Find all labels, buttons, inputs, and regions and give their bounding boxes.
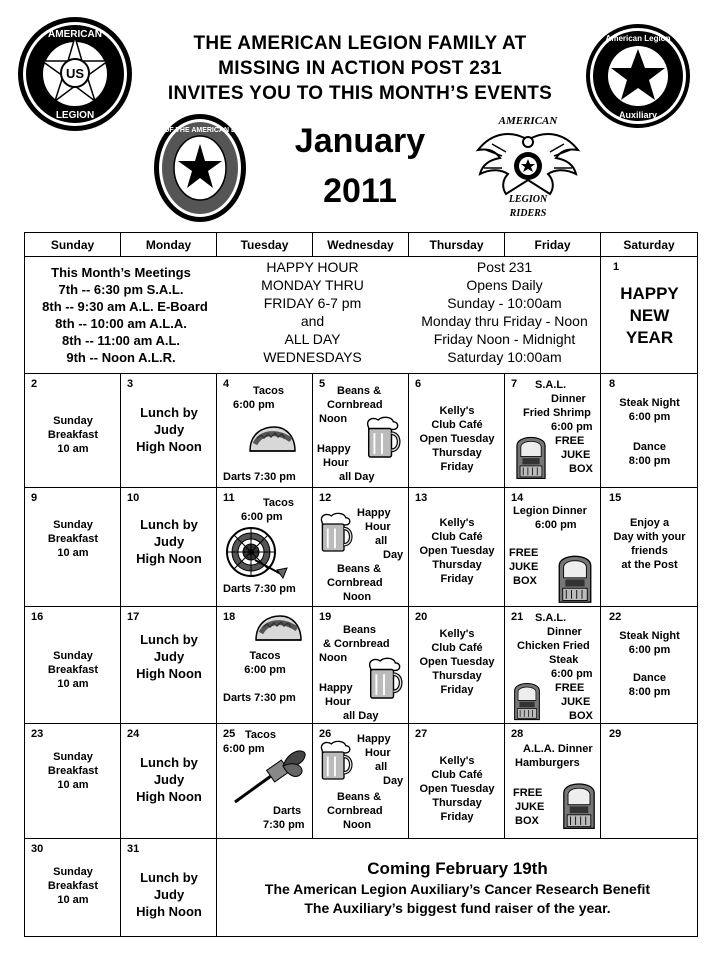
event-line: Day: [383, 775, 404, 787]
day-cell-27: [409, 724, 505, 839]
lunch-line: Lunch by: [140, 755, 198, 770]
jukebox-icon: [555, 548, 595, 604]
tacos-time: 6:00 pm: [241, 511, 283, 523]
event-line: Beans: [343, 624, 377, 636]
event-line: 6:00 pm: [551, 421, 593, 433]
weekday-saturday: Saturday: [601, 233, 698, 257]
riders-bottom-text-2: RIDERS: [509, 208, 547, 219]
day-number: 30: [31, 843, 44, 855]
day-number: 4: [223, 378, 230, 390]
beer-mug-icon: [317, 740, 353, 782]
meetings-cell: [25, 257, 217, 374]
day-cell-11: [217, 488, 313, 607]
breakfast-line: Sunday: [53, 650, 93, 662]
event-line: Day: [383, 549, 404, 561]
kellys-line: Open Tuesday: [419, 433, 495, 445]
event-line: Steak: [549, 654, 579, 666]
breakfast-line: 10 am: [57, 779, 89, 791]
breakfast-line: Breakfast: [47, 765, 99, 777]
event-line: Chicken Fried: [517, 640, 590, 652]
kellys-line: Friday: [440, 811, 474, 823]
day-number: 12: [319, 492, 332, 504]
day-number: 31: [127, 843, 140, 855]
day-cell-14: [505, 488, 601, 607]
event-line: A.L.A. Dinner: [523, 743, 593, 755]
jukebox-icon: [511, 430, 551, 480]
day-cell-20: [409, 607, 505, 724]
event-line: 6:00 pm: [551, 668, 593, 680]
breakfast-line: 10 am: [57, 443, 89, 455]
event-line: Hour: [323, 457, 349, 469]
weekday-friday: Friday: [505, 233, 601, 257]
new-year-line: NEW: [629, 306, 670, 325]
riders-bottom-text-1: LEGION: [508, 194, 548, 205]
dartboard-icon: [225, 526, 289, 582]
legion-center-text: US: [65, 66, 85, 81]
day-number: 25: [223, 728, 236, 740]
day-number: 28: [511, 728, 524, 740]
kellys-line: Friday: [440, 684, 474, 696]
day-number: 29: [609, 728, 622, 740]
event-line: Fried Shrimp: [523, 407, 591, 419]
day-number: 16: [31, 611, 44, 623]
lunch-line: Judy: [153, 534, 185, 549]
lunch-line: High Noon: [136, 904, 202, 919]
post-hours-line: Saturday 10:00am: [447, 349, 562, 365]
day-number: 18: [223, 611, 236, 623]
event-line: Hour: [365, 521, 391, 533]
american-legion-emblem: [16, 15, 134, 133]
day-cell-16: [25, 607, 121, 724]
event-line: Hamburgers: [515, 757, 580, 769]
day-cell-30: [25, 839, 121, 937]
day-cell-2: [25, 374, 121, 488]
breakfast-line: Breakfast: [47, 664, 99, 676]
event-line: 8:00 pm: [628, 686, 671, 698]
weekday-tuesday: Tuesday: [217, 233, 313, 257]
free-line: JUKE: [561, 696, 591, 708]
event-line: S.A.L.: [535, 612, 567, 624]
lunch-line: Lunch by: [140, 405, 198, 420]
tacos-time: 6:00 pm: [233, 399, 275, 411]
dart-icon: [231, 746, 307, 806]
day-cell-22: [601, 607, 698, 724]
event-line: Legion Dinner: [513, 505, 587, 517]
free-line: JUKE: [509, 561, 539, 573]
taco-icon: [253, 613, 303, 643]
day-cell-1: [601, 257, 698, 374]
auxiliary-bottom-text: Auxiliary: [618, 110, 658, 120]
event-line: all: [375, 535, 388, 547]
event-line: Dance: [632, 441, 667, 453]
darts-time: Darts 7:30 pm: [223, 471, 296, 483]
auxiliary-ring-text: American Legion: [605, 34, 671, 43]
day-cell-12: [313, 488, 409, 607]
kellys-line: Club Café: [431, 419, 483, 431]
event-line: Noon: [319, 652, 348, 664]
day-cell-13: [409, 488, 505, 607]
event-line: Noon: [319, 413, 348, 425]
riders-top-text: AMERICAN: [498, 115, 558, 127]
taco-icon: [247, 424, 297, 454]
event-line: all Day: [343, 710, 379, 722]
day-number: 15: [609, 492, 622, 504]
kellys-line: Kelly's: [439, 755, 475, 767]
beer-mug-icon: [317, 512, 353, 554]
event-line: Beans &: [337, 791, 382, 803]
day-cell-8: [601, 374, 698, 488]
post-hours-line: Opens Daily: [466, 277, 543, 293]
lunch-line: High Noon: [136, 789, 202, 804]
legion-riders-emblem: [472, 110, 584, 222]
kellys-line: Thursday: [432, 797, 482, 809]
event-line: 6:00 pm: [628, 411, 671, 423]
day-number: 10: [127, 492, 140, 504]
event-line: 8:00 pm: [628, 455, 671, 467]
meeting-line: 8th -- 9:30 am A.L. E-Board: [42, 299, 208, 314]
darts-time: Darts 7:30 pm: [223, 583, 296, 595]
event-line: Cornbread: [327, 399, 383, 411]
event-line: 6:00 pm: [628, 644, 671, 656]
legion-top-text: AMERICAN: [48, 29, 102, 40]
coming-soon-cell: [217, 839, 698, 937]
happy-hour-line: MONDAY THRU: [261, 277, 364, 293]
day-number: 17: [127, 611, 140, 623]
lunch-line: Judy: [153, 649, 185, 664]
legion-bottom-text: LEGION: [55, 110, 95, 121]
year-title: 2011: [323, 172, 397, 210]
coming-title: Coming February 19th: [367, 859, 548, 878]
header-line-3: INVITES YOU TO THIS MONTH’S EVENTS: [167, 83, 553, 104]
tacos-label: Tacos: [253, 385, 284, 397]
meeting-line: 9th -- Noon A.L.R.: [66, 350, 176, 365]
event-line: Happy: [357, 733, 391, 745]
free-line: BOX: [569, 463, 593, 475]
darts-time: Darts 7:30 pm: [223, 692, 296, 704]
auxiliary-emblem: [584, 22, 692, 130]
calendar-table: [24, 232, 698, 937]
header-line-1: THE AMERICAN LEGION FAMILY AT: [193, 33, 527, 54]
happy-hour-cell: [217, 257, 409, 374]
kellys-line: Kelly's: [439, 628, 475, 640]
event-line: 6:00 pm: [223, 743, 265, 755]
day-cell-21: [505, 607, 601, 724]
day-cell-3: [121, 374, 217, 488]
kellys-line: Thursday: [432, 447, 482, 459]
day-cell-29: [601, 724, 698, 839]
event-line: Day with your: [613, 531, 686, 543]
free-line: FREE: [509, 547, 539, 559]
day-number: 7: [511, 378, 518, 390]
new-year-line: YEAR: [625, 328, 674, 347]
day-number: 1: [613, 261, 620, 273]
jukebox-icon: [559, 776, 599, 830]
day-cell-31: [121, 839, 217, 937]
day-cell-19: [313, 607, 409, 724]
day-cell-6: [409, 374, 505, 488]
free-line: FREE: [513, 787, 543, 799]
kellys-line: Club Café: [431, 531, 483, 543]
event-line: 6:00 pm: [535, 519, 577, 531]
post-hours-line: Monday thru Friday - Noon: [421, 313, 588, 329]
kellys-line: Thursday: [432, 670, 482, 682]
beer-mug-icon: [363, 416, 401, 460]
lunch-line: High Noon: [136, 666, 202, 681]
day-number: 23: [31, 728, 44, 740]
kellys-line: Club Café: [431, 642, 483, 654]
lunch-line: Judy: [153, 772, 185, 787]
free-line: BOX: [513, 575, 537, 587]
free-line: BOX: [515, 815, 539, 827]
lunch-line: Lunch by: [140, 870, 198, 885]
happy-hour-line: HAPPY HOUR: [266, 259, 359, 275]
kellys-line: Friday: [440, 573, 474, 585]
post-hours-line: Post 231: [476, 259, 533, 275]
event-line: Beans &: [337, 563, 382, 575]
day-number: 11: [223, 492, 235, 504]
lunch-line: High Noon: [136, 439, 202, 454]
beer-mug-icon: [365, 657, 403, 701]
kellys-line: Club Café: [431, 769, 483, 781]
free-line: FREE: [555, 435, 585, 447]
free-line: JUKE: [561, 449, 591, 461]
kellys-line: Kelly's: [439, 517, 475, 529]
post-hours-line: Sunday - 10:00am: [447, 295, 562, 311]
event-line: Cornbread: [327, 577, 383, 589]
weekday-wednesday: Wednesday: [313, 233, 409, 257]
day-number: 22: [609, 611, 622, 623]
day-cell-18: [217, 607, 313, 724]
day-cell-24: [121, 724, 217, 839]
breakfast-line: Sunday: [53, 751, 93, 763]
day-number: 24: [127, 728, 140, 740]
day-number: 6: [415, 378, 422, 390]
weekday-sunday: Sunday: [25, 233, 121, 257]
kellys-line: Open Tuesday: [419, 656, 495, 668]
event-line: all Day: [339, 471, 375, 483]
day-number: 20: [415, 611, 428, 623]
breakfast-line: 10 am: [57, 678, 89, 690]
lunch-line: Judy: [153, 887, 185, 902]
weekday-monday: Monday: [121, 233, 217, 257]
breakfast-line: Breakfast: [47, 880, 99, 892]
day-number: 2: [31, 378, 38, 390]
day-cell-4: [217, 374, 313, 488]
breakfast-line: Sunday: [53, 415, 93, 427]
day-number: 3: [127, 378, 134, 390]
post-hours-cell: [409, 257, 601, 374]
free-line: JUKE: [515, 801, 545, 813]
happy-hour-line: ALL DAY: [284, 331, 341, 347]
sons-ring-text: SONS OF THE AMERICAN LEGION: [142, 127, 258, 134]
event-line: Dance: [632, 672, 667, 684]
breakfast-line: 10 am: [57, 894, 89, 906]
event-line: Noon: [343, 591, 372, 603]
day-cell-7: [505, 374, 601, 488]
event-line: Beans &: [337, 385, 382, 397]
day-cell-17: [121, 607, 217, 724]
meeting-line: 8th -- 10:00 am A.L.A.: [55, 316, 187, 331]
event-line: Happy: [357, 507, 391, 519]
month-title: January: [294, 122, 426, 160]
coming-line-1: The American Legion Auxiliary’s Cancer Research Benefit: [264, 881, 651, 897]
event-line: Noon: [343, 819, 372, 831]
kellys-line: Friday: [440, 461, 474, 473]
event-line: all: [375, 761, 388, 773]
kellys-line: Open Tuesday: [419, 783, 495, 795]
free-line: BOX: [569, 710, 593, 722]
breakfast-line: Sunday: [53, 866, 93, 878]
event-line: Cornbread: [327, 805, 383, 817]
breakfast-line: Breakfast: [47, 533, 99, 545]
meetings-title: This Month’s Meetings: [51, 265, 191, 280]
new-year-line: HAPPY: [620, 284, 679, 303]
event-line: & Cornbread: [323, 638, 390, 650]
event-line: S.A.L.: [535, 379, 567, 391]
day-number: 26: [319, 728, 332, 740]
event-line: Happy: [317, 443, 351, 455]
tacos-label: Tacos: [263, 497, 294, 509]
coming-line-2: The Auxiliary’s biggest fund raiser of the year.: [304, 900, 611, 916]
day-number: 13: [415, 492, 428, 504]
day-cell-26: [313, 724, 409, 839]
post-hours-line: Friday Noon - Midnight: [433, 331, 576, 347]
happy-hour-line: and: [300, 313, 325, 329]
breakfast-line: Sunday: [53, 519, 93, 531]
lunch-line: Judy: [153, 422, 185, 437]
day-cell-5: [313, 374, 409, 488]
event-line: Darts: [273, 805, 302, 817]
kellys-line: Thursday: [432, 559, 482, 571]
day-number: 21: [511, 611, 524, 623]
sons-of-legion-emblem: [142, 112, 258, 224]
lunch-line: High Noon: [136, 551, 202, 566]
breakfast-line: Breakfast: [47, 429, 99, 441]
happy-hour-line: WEDNESDAYS: [263, 349, 362, 365]
day-number: 19: [319, 611, 332, 623]
weekday-thursday: Thursday: [409, 233, 505, 257]
event-line: Dinner: [547, 626, 582, 638]
lunch-line: Lunch by: [140, 517, 198, 532]
day-cell-25: [217, 724, 313, 839]
event-line: at the Post: [621, 559, 678, 571]
event-line: friends: [631, 545, 668, 557]
event-line: Steak Night: [619, 630, 680, 642]
free-line: FREE: [555, 682, 585, 694]
day-number: 5: [319, 378, 326, 390]
event-line: Tacos: [245, 729, 276, 741]
header-line-2: MISSING IN ACTION POST 231: [218, 58, 502, 79]
day-number: 8: [609, 378, 616, 390]
jukebox-icon: [509, 677, 545, 721]
event-line: 7:30 pm: [263, 819, 305, 831]
day-cell-23: [25, 724, 121, 839]
day-cell-15: [601, 488, 698, 607]
event-line: Enjoy a: [629, 517, 670, 529]
day-number: 14: [511, 492, 524, 504]
event-line: Steak Night: [619, 397, 680, 409]
day-number: 27: [415, 728, 428, 740]
tacos-label: Tacos: [249, 650, 281, 662]
event-line: Hour: [365, 747, 391, 759]
event-line: Hour: [325, 696, 351, 708]
tacos-time: 6:00 pm: [244, 664, 286, 676]
happy-hour-line: FRIDAY 6-7 pm: [263, 295, 362, 311]
breakfast-line: 10 am: [57, 547, 89, 559]
meeting-line: 7th -- 6:30 pm S.A.L.: [58, 282, 184, 297]
meeting-line: 8th -- 11:00 am A.L.: [62, 333, 180, 348]
lunch-line: Lunch by: [140, 632, 198, 647]
day-cell-28: [505, 724, 601, 839]
event-line: Dinner: [551, 393, 586, 405]
kellys-line: Open Tuesday: [419, 545, 495, 557]
event-line: Happy: [319, 682, 353, 694]
day-number: 9: [31, 492, 38, 504]
day-cell-10: [121, 488, 217, 607]
day-cell-9: [25, 488, 121, 607]
kellys-line: Kelly's: [439, 405, 475, 417]
